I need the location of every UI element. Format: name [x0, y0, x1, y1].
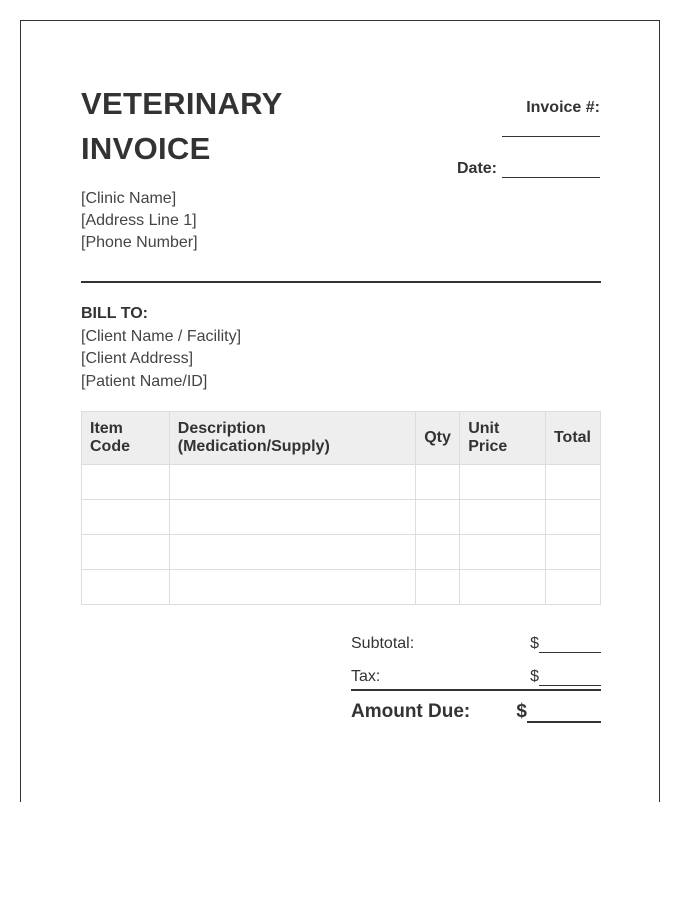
clinic-info	[81, 188, 198, 254]
clinic-phone: [Phone Number]	[81, 234, 198, 251]
cell-item-code[interactable]	[82, 500, 170, 535]
bill-to-section	[81, 303, 241, 393]
title-line-2: INVOICE	[81, 131, 211, 166]
table-row	[82, 465, 601, 500]
amount-due-field[interactable]	[527, 704, 601, 723]
subtotal-row	[351, 629, 601, 653]
clinic-address: [Address Line 1]	[81, 212, 197, 229]
tax-currency: $	[530, 668, 539, 685]
cell-total[interactable]	[545, 500, 600, 535]
clinic-name: [Clinic Name]	[81, 190, 177, 207]
title-line-1: VETERINARY	[81, 86, 283, 121]
date-row	[457, 160, 600, 178]
cell-total[interactable]	[545, 535, 600, 570]
line-items-table	[81, 411, 601, 605]
client-address: [Client Address]	[81, 350, 194, 367]
amount-due-value	[516, 701, 601, 723]
subtotal-label: Subtotal:	[351, 635, 415, 652]
date-label: Date:	[456, 160, 497, 177]
header-unit-price: Unit Price	[460, 412, 546, 465]
header-divider	[81, 281, 601, 283]
cell-total[interactable]	[545, 465, 600, 500]
patient-name: [Patient Name/ID]	[81, 372, 208, 390]
client-name: [Client Name / Facility]	[81, 327, 242, 345]
header-item-code: Item Code	[82, 412, 170, 465]
totals-section	[351, 629, 601, 723]
cell-description[interactable]	[169, 570, 415, 605]
table-header-row	[82, 412, 601, 465]
header-description: Description (Medication/Supply)	[169, 412, 415, 465]
invoice-number-field[interactable]	[502, 136, 600, 137]
subtotal-currency: $	[530, 635, 539, 652]
cell-qty[interactable]	[416, 500, 460, 535]
subtotal-field[interactable]	[539, 638, 601, 653]
amount-due-row	[351, 697, 601, 723]
invoice-number-label: Invoice #:	[526, 99, 600, 116]
date-field[interactable]	[502, 163, 600, 178]
tax-value	[530, 668, 601, 686]
cell-qty[interactable]	[416, 465, 460, 500]
table-row	[82, 535, 601, 570]
invoice-page	[20, 20, 660, 802]
cell-unit-price[interactable]	[460, 465, 546, 500]
invoice-title	[81, 81, 283, 171]
table-row	[82, 500, 601, 535]
cell-unit-price[interactable]	[460, 535, 546, 570]
cell-unit-price[interactable]	[460, 500, 546, 535]
cell-total[interactable]	[545, 570, 600, 605]
tax-field[interactable]	[539, 671, 601, 686]
cell-item-code[interactable]	[82, 535, 170, 570]
totals-divider	[351, 689, 601, 691]
cell-qty[interactable]	[416, 570, 460, 605]
amount-due-label: Amount Due:	[351, 701, 471, 722]
tax-label: Tax:	[351, 668, 381, 685]
tax-row	[351, 662, 601, 686]
cell-description[interactable]	[169, 535, 415, 570]
cell-description[interactable]	[169, 500, 415, 535]
cell-description[interactable]	[169, 465, 415, 500]
cell-item-code[interactable]	[82, 570, 170, 605]
subtotal-value	[530, 635, 601, 653]
bill-to-label: BILL TO:	[81, 305, 148, 322]
header-total: Total	[545, 412, 600, 465]
table-row	[82, 570, 601, 605]
cell-item-code[interactable]	[82, 465, 170, 500]
cell-qty[interactable]	[416, 535, 460, 570]
amount-due-currency: $	[516, 701, 527, 722]
header-qty: Qty	[416, 412, 460, 465]
cell-unit-price[interactable]	[460, 570, 546, 605]
